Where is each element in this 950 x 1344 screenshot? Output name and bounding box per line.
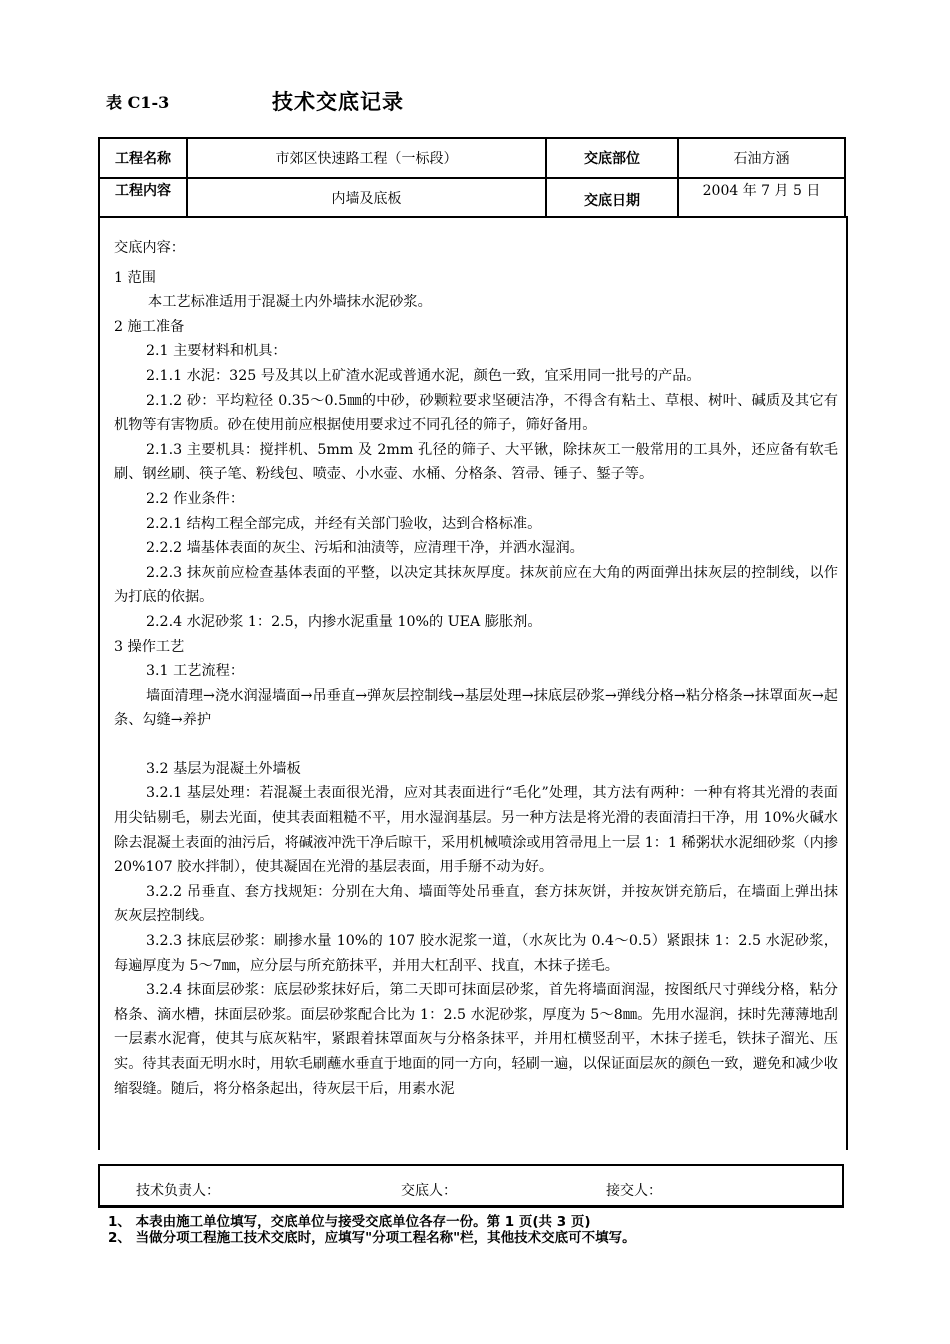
content-label: 工程内容 (99, 178, 187, 217)
paragraph: 2.2.4 水泥砂浆 1：2.5，内掺水泥重量 10%的 UEA 膨胀剂。 (146, 613, 542, 630)
discloser-signature: 交底人： (401, 1183, 457, 1199)
paragraph: 3.2.3 抹底层砂浆：刷掺水量 10%的 107 胶水泥浆一道，（水灰比为 0.4～0.5）紧跟抹 1：2.5 水泥砂浆，每遍厚度为 5～7㎜，应分层与所充筋抹平，并用大杠刮平、找直，木抹子搓毛。 (114, 933, 838, 974)
tech-lead-signature: 技术负责人： (136, 1183, 220, 1199)
paragraph: 3.2.1 基层处理：若混凝土表面很光滑，应对其表面进行“毛化”处理，其方法有两种：一种有将其光滑的表面用尖钻剔毛，剔去光面，使其表面粗糙不平，用水湿润基层。另一种方法是将光滑的表面清扫干净，用 10%火碱水除去混凝土表面的油污后，将碱液冲洗干净后晾干，采用机械喷涂或用笤帚甩上一层 1：1 稀粥状水泥细砂浆（内掺 20%107 胶水拌制），使其凝固在光滑的基层表面，用手掰不动为好。 (114, 785, 838, 876)
header-table (98, 137, 846, 218)
disclosure-content (114, 236, 838, 1101)
process-flow: 墙面清理→浇水润湿墙面→吊垂直→弹灰层控制线→基层处理→抹底层砂浆→弹线分格→粘分格条→抹罩面灰→起条、勾缝→养护 (114, 687, 838, 729)
receiver-signature: 接交人： (606, 1183, 662, 1199)
location-value: 石油方涵 (678, 138, 845, 178)
footnote-2: 2、 当做分项工程施工技术交底时，应填写"分项工程名称"栏，其他技术交底可不填写。 (108, 1230, 636, 1246)
subsection-heading: 2.2 作业条件： (146, 490, 245, 507)
content-value: 内墙及底板 (187, 178, 546, 217)
section-heading: 2 施工准备 (114, 318, 185, 335)
paragraph: 2.2.3 抹灰前应检查基体表面的平整，以决定其抹灰厚度。抹灰前应在大角的两面弹出抹灰层的控制线，以作为打底的依据。 (114, 564, 838, 606)
content-intro: 交底内容： (114, 240, 185, 256)
project-name-value: 市郊区快速路工程（一标段） (187, 138, 546, 178)
section-heading: 1 范围 (114, 269, 156, 286)
section-heading: 3 操作工艺 (114, 638, 185, 655)
subsection-heading: 3.2 基层为混凝土外墙板 (146, 760, 301, 777)
paragraph: 本工艺标准适用于混凝土内外墙抹水泥砂浆。 (148, 294, 432, 311)
paragraph: 3.2.4 抹面层砂浆：底层砂浆抹好后，第二天即可抹面层砂浆，首先将墙面润湿，按图纸尺寸弹线分格，粘分格条、滴水槽，抹面层砂浆。面层砂浆配合比为 1：2.5 水泥砂浆，厚度为 5～8㎜。先用水湿润，抹时先薄薄地刮一层素水泥膏，使其与底灰粘牢，紧跟着抹罩面灰与分格条抹平，并用杠横竖刮平，木抹子搓毛，铁抹子溜光、压实。待其表面无明水时，用软毛刷蘸水垂直于地面的同一方向，轻刷一遍，以保证面层灰的颜色一致，避免和减少收缩裂缝。随后，将分格条起出，待灰层干后，用素水泥 (114, 982, 838, 1097)
location-label: 交底部位 (546, 138, 678, 178)
form-code: 表 C1-3 (106, 93, 170, 112)
subsection-heading: 3.1 工艺流程： (146, 663, 245, 680)
footnote-1: 1、 本表由施工单位填写，交底单位与接受交底单位各存一份。第 1 页(共 3 页) (108, 1214, 591, 1230)
date-label: 交底日期 (546, 178, 678, 217)
date-value: 2004 年 7 月 5 日 (678, 178, 845, 217)
paragraph: 2.2.1 结构工程全部完成，并经有关部门验收，达到合格标准。 (146, 515, 542, 532)
paragraph: 2.1.1 水泥：325 号及其以上矿渣水泥或普通水泥，颜色一致，宜采用同一批号的产品。 (146, 367, 701, 384)
paragraph: 2.1.3 主要机具：搅拌机、5mm 及 2mm 孔径的筛子、大平锹，除抹灰工一般常用的工具外，还应备有软毛刷、钢丝刷、筷子笔、粉线包、喷壶、小水壶、水桶、分格条、笤帚、锤子、錾子等。 (114, 441, 838, 483)
footnotes (108, 1214, 636, 1246)
subsection-heading: 2.1 主要材料和机具： (146, 343, 287, 360)
project-name-label: 工程名称 (99, 138, 187, 178)
paragraph: 3.2.2 吊垂直、套方找规矩：分别在大角、墙面等处吊垂直，套方抹灰饼，并按灰饼充筋后，在墙面上弹出抹灰灰层控制线。 (114, 883, 838, 925)
document-title: 技术交底记录 (272, 90, 404, 114)
paragraph: 2.1.2 砂：平均粒径 0.35～0.5㎜的中砂，砂颗粒要求坚硬洁净，不得含有粘土、草根、树叶、碱质及其它有机物等有害物质。砂在使用前应根据使用要求过不同孔径的筛子，筛好备用。 (114, 392, 838, 434)
paragraph: 2.2.2 墙基体表面的灰尘、污垢和油渍等，应清理干净，并洒水湿润。 (146, 540, 584, 557)
